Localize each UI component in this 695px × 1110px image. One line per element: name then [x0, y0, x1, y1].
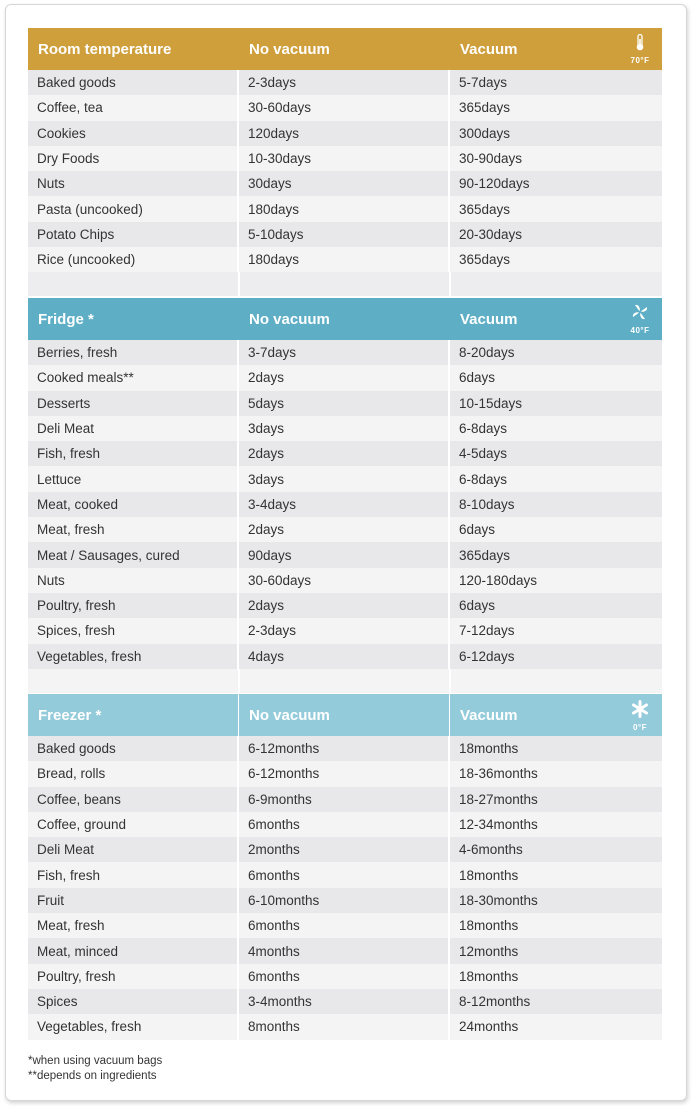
no-vacuum-cell: 3days — [239, 466, 450, 491]
no-vacuum-cell: 6-12months — [239, 736, 450, 761]
table-row — [28, 837, 662, 862]
vacuum-cell: 18-27months — [459, 791, 538, 807]
freezer-vacuum-header: Vacuum — [460, 706, 518, 724]
vacuum-cell: 365days — [459, 201, 511, 217]
room-temperature-title: Room temperature — [38, 40, 172, 58]
fridge-header — [28, 298, 662, 340]
fridge-rows — [28, 340, 662, 669]
vacuum-cell: 12months — [459, 943, 519, 959]
vacuum-cell: 24months — [459, 1019, 519, 1035]
table-row — [28, 938, 662, 963]
item-name-cell: Spices, fresh — [28, 618, 239, 643]
table-row — [28, 618, 662, 643]
item-name-cell: Cooked meals** — [28, 365, 239, 390]
no-vacuum-cell: 180days — [239, 247, 450, 272]
item-name-cell: Desserts — [28, 391, 239, 416]
item-name-cell: Nuts — [28, 568, 239, 593]
item-name-cell: Coffee, tea — [28, 95, 239, 120]
vacuum-cell: 120-180days — [459, 572, 538, 588]
table-row — [28, 70, 662, 95]
item-name-cell: Meat / Sausages, cured — [28, 542, 239, 567]
no-vacuum-cell: 2months — [239, 837, 450, 862]
section-spacer — [28, 669, 662, 693]
freezer-header — [28, 694, 662, 736]
no-vacuum-cell: 6-9months — [239, 787, 450, 812]
vacuum-cell: 18months — [459, 867, 519, 883]
item-name-cell: Nuts — [28, 171, 239, 196]
table-row — [28, 568, 662, 593]
spacer-cell — [451, 272, 662, 296]
no-vacuum-cell: 180days — [239, 196, 450, 221]
no-vacuum-cell: 3-4months — [239, 989, 450, 1014]
no-vacuum-cell: 2-3days — [239, 618, 450, 643]
item-name-cell: Baked goods — [28, 736, 239, 761]
vacuum-cell: 8-10days — [459, 496, 515, 512]
vacuum-cell: 8-12months — [459, 994, 531, 1010]
no-vacuum-cell: 2-3days — [239, 70, 450, 95]
item-name-cell: Potato Chips — [28, 222, 239, 247]
item-name-cell: Berries, fresh — [28, 340, 239, 365]
table-row — [28, 989, 662, 1014]
no-vacuum-cell: 2days — [239, 517, 450, 542]
no-vacuum-cell: 120days — [239, 121, 450, 146]
item-name-cell: Coffee, ground — [28, 812, 239, 837]
item-name-cell: Rice (uncooked) — [28, 247, 239, 272]
vacuum-cell: 18months — [459, 741, 519, 757]
spacer-cell — [28, 272, 240, 296]
fan-icon — [631, 304, 649, 325]
vacuum-cell: 4-5days — [459, 446, 508, 462]
freezer-temp-value: 0°F — [632, 723, 648, 732]
table-row — [28, 340, 662, 365]
vacuum-cell: 30-90days — [459, 151, 523, 167]
no-vacuum-cell: 2days — [239, 593, 450, 618]
vacuum-cell: 4-6months — [459, 842, 523, 858]
no-vacuum-cell: 2days — [239, 441, 450, 466]
no-vacuum-cell: 6months — [239, 913, 450, 938]
item-name-cell: Meat, minced — [28, 938, 239, 963]
vacuum-cell: 18months — [459, 968, 519, 984]
freezer-rows — [28, 736, 662, 1040]
vacuum-cell: 6days — [459, 598, 496, 614]
no-vacuum-cell: 6months — [239, 964, 450, 989]
freezer-title: Freezer * — [28, 694, 239, 736]
item-name-cell: Baked goods — [28, 70, 239, 95]
vacuum-cell: 18-36months — [459, 766, 538, 782]
no-vacuum-cell: 2days — [239, 365, 450, 390]
vacuum-cell: 20-30days — [459, 226, 523, 242]
item-name-cell: Vegetables, fresh — [28, 1014, 239, 1039]
vacuum-cell: 365days — [459, 100, 511, 116]
no-vacuum-cell: 6months — [239, 862, 450, 887]
item-name-cell: Deli Meat — [28, 416, 239, 441]
vacuum-cell: 6-12days — [459, 648, 515, 664]
room-temp-indicator — [626, 34, 654, 64]
fridge-temp-indicator — [626, 304, 654, 334]
footnotes — [28, 1054, 162, 1083]
room-temperature-header — [28, 28, 662, 70]
item-name-cell: Bread, rolls — [28, 761, 239, 786]
item-name-cell: Poultry, fresh — [28, 593, 239, 618]
table-row — [28, 365, 662, 390]
vacuum-cell: 90-120days — [459, 176, 530, 192]
table-row — [28, 812, 662, 837]
vacuum-cell: 18-30months — [459, 892, 538, 908]
no-vacuum-cell: 3-4days — [239, 492, 450, 517]
spacer-cell — [240, 272, 452, 296]
table-row — [28, 964, 662, 989]
no-vacuum-cell: 4days — [239, 644, 450, 669]
footnote-ingredients: **depends on ingredients — [28, 1069, 157, 1082]
table-row — [28, 644, 662, 669]
item-name-cell: Dry Foods — [28, 146, 239, 171]
table-row — [28, 517, 662, 542]
table-row — [28, 247, 662, 272]
freezer-temp-indicator — [626, 700, 654, 730]
table-row — [28, 888, 662, 913]
vacuum-cell: 12-34months — [459, 817, 538, 833]
no-vacuum-cell: 90days — [239, 542, 450, 567]
table-row — [28, 593, 662, 618]
table-row — [28, 466, 662, 491]
no-vacuum-cell: 5days — [239, 391, 450, 416]
item-name-cell: Vegetables, fresh — [28, 644, 239, 669]
vacuum-cell: 5-7days — [459, 75, 508, 91]
table-row — [28, 913, 662, 938]
table-row — [28, 196, 662, 221]
table-row — [28, 95, 662, 120]
table-row — [28, 146, 662, 171]
vacuum-cell: 18months — [459, 918, 519, 934]
no-vacuum-cell: 3-7days — [239, 340, 450, 365]
room-rows — [28, 70, 662, 272]
vacuum-cell: 6days — [459, 522, 496, 538]
vacuum-cell: 365days — [459, 252, 511, 268]
footnote-vacuum-bags: *when using vacuum bags — [28, 1055, 163, 1067]
fridge-no-vacuum-header: No vacuum — [249, 310, 330, 328]
table-row — [28, 441, 662, 466]
item-name-cell: Pasta (uncooked) — [28, 196, 239, 221]
room-temperature-section — [28, 28, 662, 296]
item-name-cell: Poultry, fresh — [28, 964, 239, 989]
item-name-cell: Deli Meat — [28, 837, 239, 862]
fridge-temp-value: 40°F — [630, 326, 650, 335]
no-vacuum-cell: 10-30days — [239, 146, 450, 171]
table-row — [28, 391, 662, 416]
table-row — [28, 121, 662, 146]
vacuum-cell: 8-20days — [459, 345, 515, 361]
table-row — [28, 222, 662, 247]
no-vacuum-cell: 6months — [239, 812, 450, 837]
vacuum-cell: 6-8days — [459, 421, 508, 437]
vacuum-cell: 10-15days — [459, 395, 523, 411]
no-vacuum-cell: 6-12months — [239, 761, 450, 786]
item-name-cell: Meat, cooked — [28, 492, 239, 517]
vacuum-cell: 300days — [459, 125, 511, 141]
no-vacuum-cell: 30-60days — [239, 95, 450, 120]
item-name-cell: Spices — [28, 989, 239, 1014]
room-vacuum-header: Vacuum — [460, 40, 518, 58]
table-row — [28, 1014, 662, 1039]
no-vacuum-cell: 6-10months — [239, 888, 450, 913]
table-row — [28, 787, 662, 812]
vacuum-cell: 6days — [459, 370, 496, 386]
item-name-cell: Meat, fresh — [28, 913, 239, 938]
item-name-cell: Meat, fresh — [28, 517, 239, 542]
fridge-section — [28, 298, 662, 693]
table-row — [28, 492, 662, 517]
item-name-cell: Fish, fresh — [28, 862, 239, 887]
no-vacuum-cell: 5-10days — [239, 222, 450, 247]
item-name-cell: Fish, fresh — [28, 441, 239, 466]
fridge-title: Fridge * — [38, 310, 94, 328]
item-name-cell: Coffee, beans — [28, 787, 239, 812]
thermometer-icon — [635, 34, 645, 55]
no-vacuum-cell: 30days — [239, 171, 450, 196]
item-name-cell: Cookies — [28, 121, 239, 146]
room-temp-value: 70°F — [630, 56, 650, 65]
no-vacuum-cell: 3days — [239, 416, 450, 441]
vacuum-cell: 6-8days — [459, 471, 508, 487]
table-row — [28, 542, 662, 567]
table-row — [28, 416, 662, 441]
snowflake-icon — [631, 700, 649, 722]
item-name-cell: Fruit — [28, 888, 239, 913]
item-name-cell: Lettuce — [28, 466, 239, 491]
vacuum-cell: 365days — [459, 547, 511, 563]
table-row — [28, 171, 662, 196]
table-row — [28, 736, 662, 761]
no-vacuum-cell: 8months — [239, 1014, 450, 1039]
no-vacuum-cell: 4months — [239, 938, 450, 963]
freezer-no-vacuum-header: No vacuum — [239, 694, 450, 736]
spacer-cell — [240, 669, 452, 693]
table-row — [28, 862, 662, 887]
vacuum-cell: 7-12days — [459, 623, 515, 639]
spacer-cell — [451, 669, 662, 693]
no-vacuum-cell: 30-60days — [239, 568, 450, 593]
table-row — [28, 761, 662, 786]
freezer-section — [28, 694, 662, 1040]
room-no-vacuum-header: No vacuum — [249, 40, 330, 58]
section-spacer — [28, 272, 662, 296]
spacer-cell — [28, 669, 240, 693]
fridge-vacuum-header: Vacuum — [460, 310, 518, 328]
